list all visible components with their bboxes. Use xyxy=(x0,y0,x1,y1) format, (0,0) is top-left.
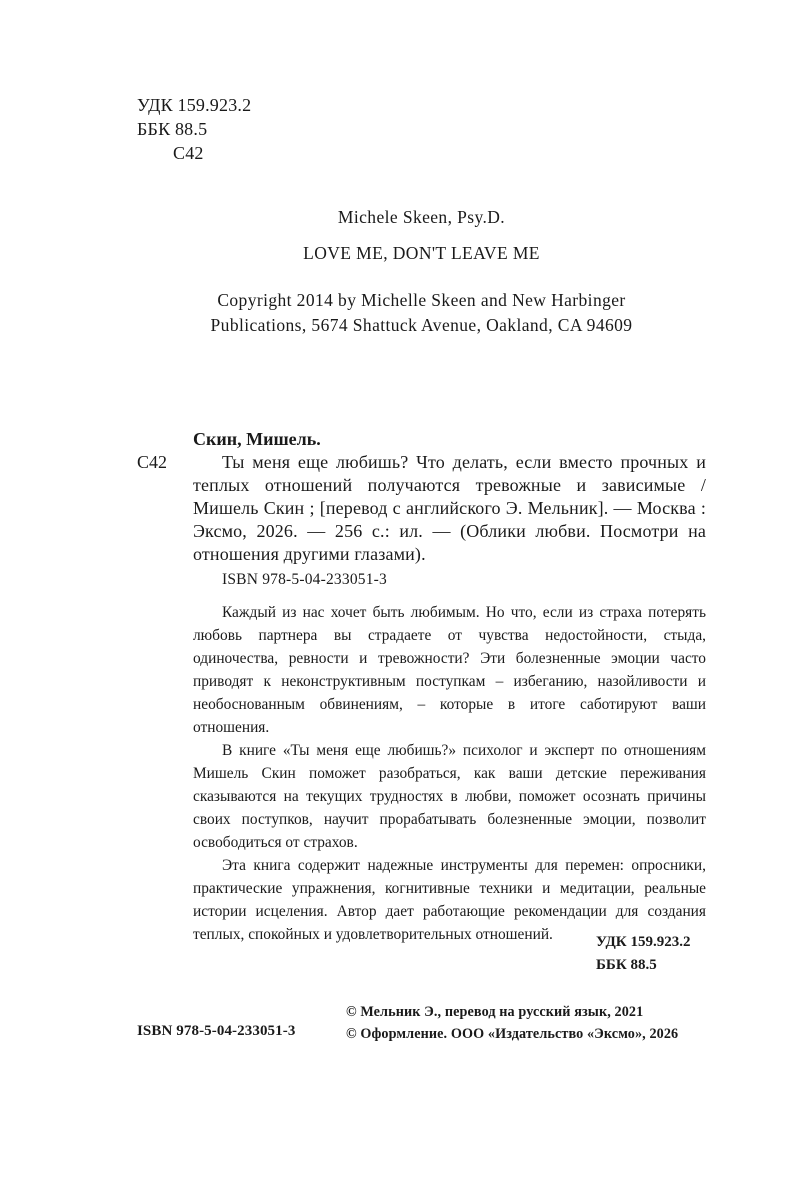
original-author: Michele Skeen, Psy.D. xyxy=(337,207,506,227)
copyright-translation: © Мельник Э., перевод на русский язык, 2021 xyxy=(346,1004,644,1020)
annotation-paragraph: Каждый из нас хочет быть любимым. Но что, если из страха потерять любовь партнера вы страдаете от чувства недостойности, стыда, одиночества, ревности и тревожности? Эти болезненные эмоции часто приводят к неконструктивным поступкам – избеганию, назойливости и необоснованным обвинениям, – которые в итоге саботируют ваши отношения. xyxy=(193,604,706,736)
author-mark-top: С42 xyxy=(173,143,204,163)
annotation-paragraph: В книге «Ты меня еще любишь?» психолог и эксперт по отношениям Мишель Скин поможет разобраться, как ваши детские переживания сказываются на текущих трудностях в любви, поможет осознать причины своих поступков, научит прорабатывать болезненные эмоции, позволит освободиться от страхов. xyxy=(193,742,706,851)
original-copyright-line-2: Publications, 5674 Shattuck Avenue, Oakland, CA 94609 xyxy=(210,315,633,335)
bbk-code-bottom: ББК 88.5 xyxy=(596,957,657,973)
original-title: LOVE ME, DON'T LEAVE ME xyxy=(303,243,540,263)
annotation xyxy=(193,601,706,946)
udk-code-bottom: УДК 159.923.2 xyxy=(596,934,691,950)
footer-isbn: ISBN 978-5-04-233051-3 xyxy=(137,1023,296,1039)
catalog-isbn: ISBN 978-5-04-233051-3 xyxy=(222,571,387,588)
copyright-design: © Оформление. ООО «Издательство «Эксмо», 2026 xyxy=(346,1026,679,1042)
udk-code-top: УДК 159.923.2 xyxy=(137,95,252,115)
bbk-code-top: ББК 88.5 xyxy=(137,119,208,139)
original-copyright-line-1: Copyright 2014 by Michelle Skeen and New Harbinger xyxy=(217,290,626,310)
annotation-paragraph: Эта книга содержит надежные инструменты для перемен: опросники, практические упражнения, когнитивные техники и медитации, реальные истории исцеления. Автор дает работающие рекомендации для создания теплых, спокойных и удовлетворительных отношений. xyxy=(193,857,706,943)
catalog-description: Ты меня еще любишь? Что делать, если вместо прочных и теплых отношений получаются тревожные и зависимые / Мишель Скин ; [перевод с английского Э. Мельник]. — Москва : Эксмо, 2026. — 256 с.: ил. — (Облики любви. Посмотри на отношения другими глазами). xyxy=(193,452,706,564)
catalog-author-heading: Скин, Мишель. xyxy=(193,429,321,449)
catalog-author-mark: С42 xyxy=(137,452,168,472)
